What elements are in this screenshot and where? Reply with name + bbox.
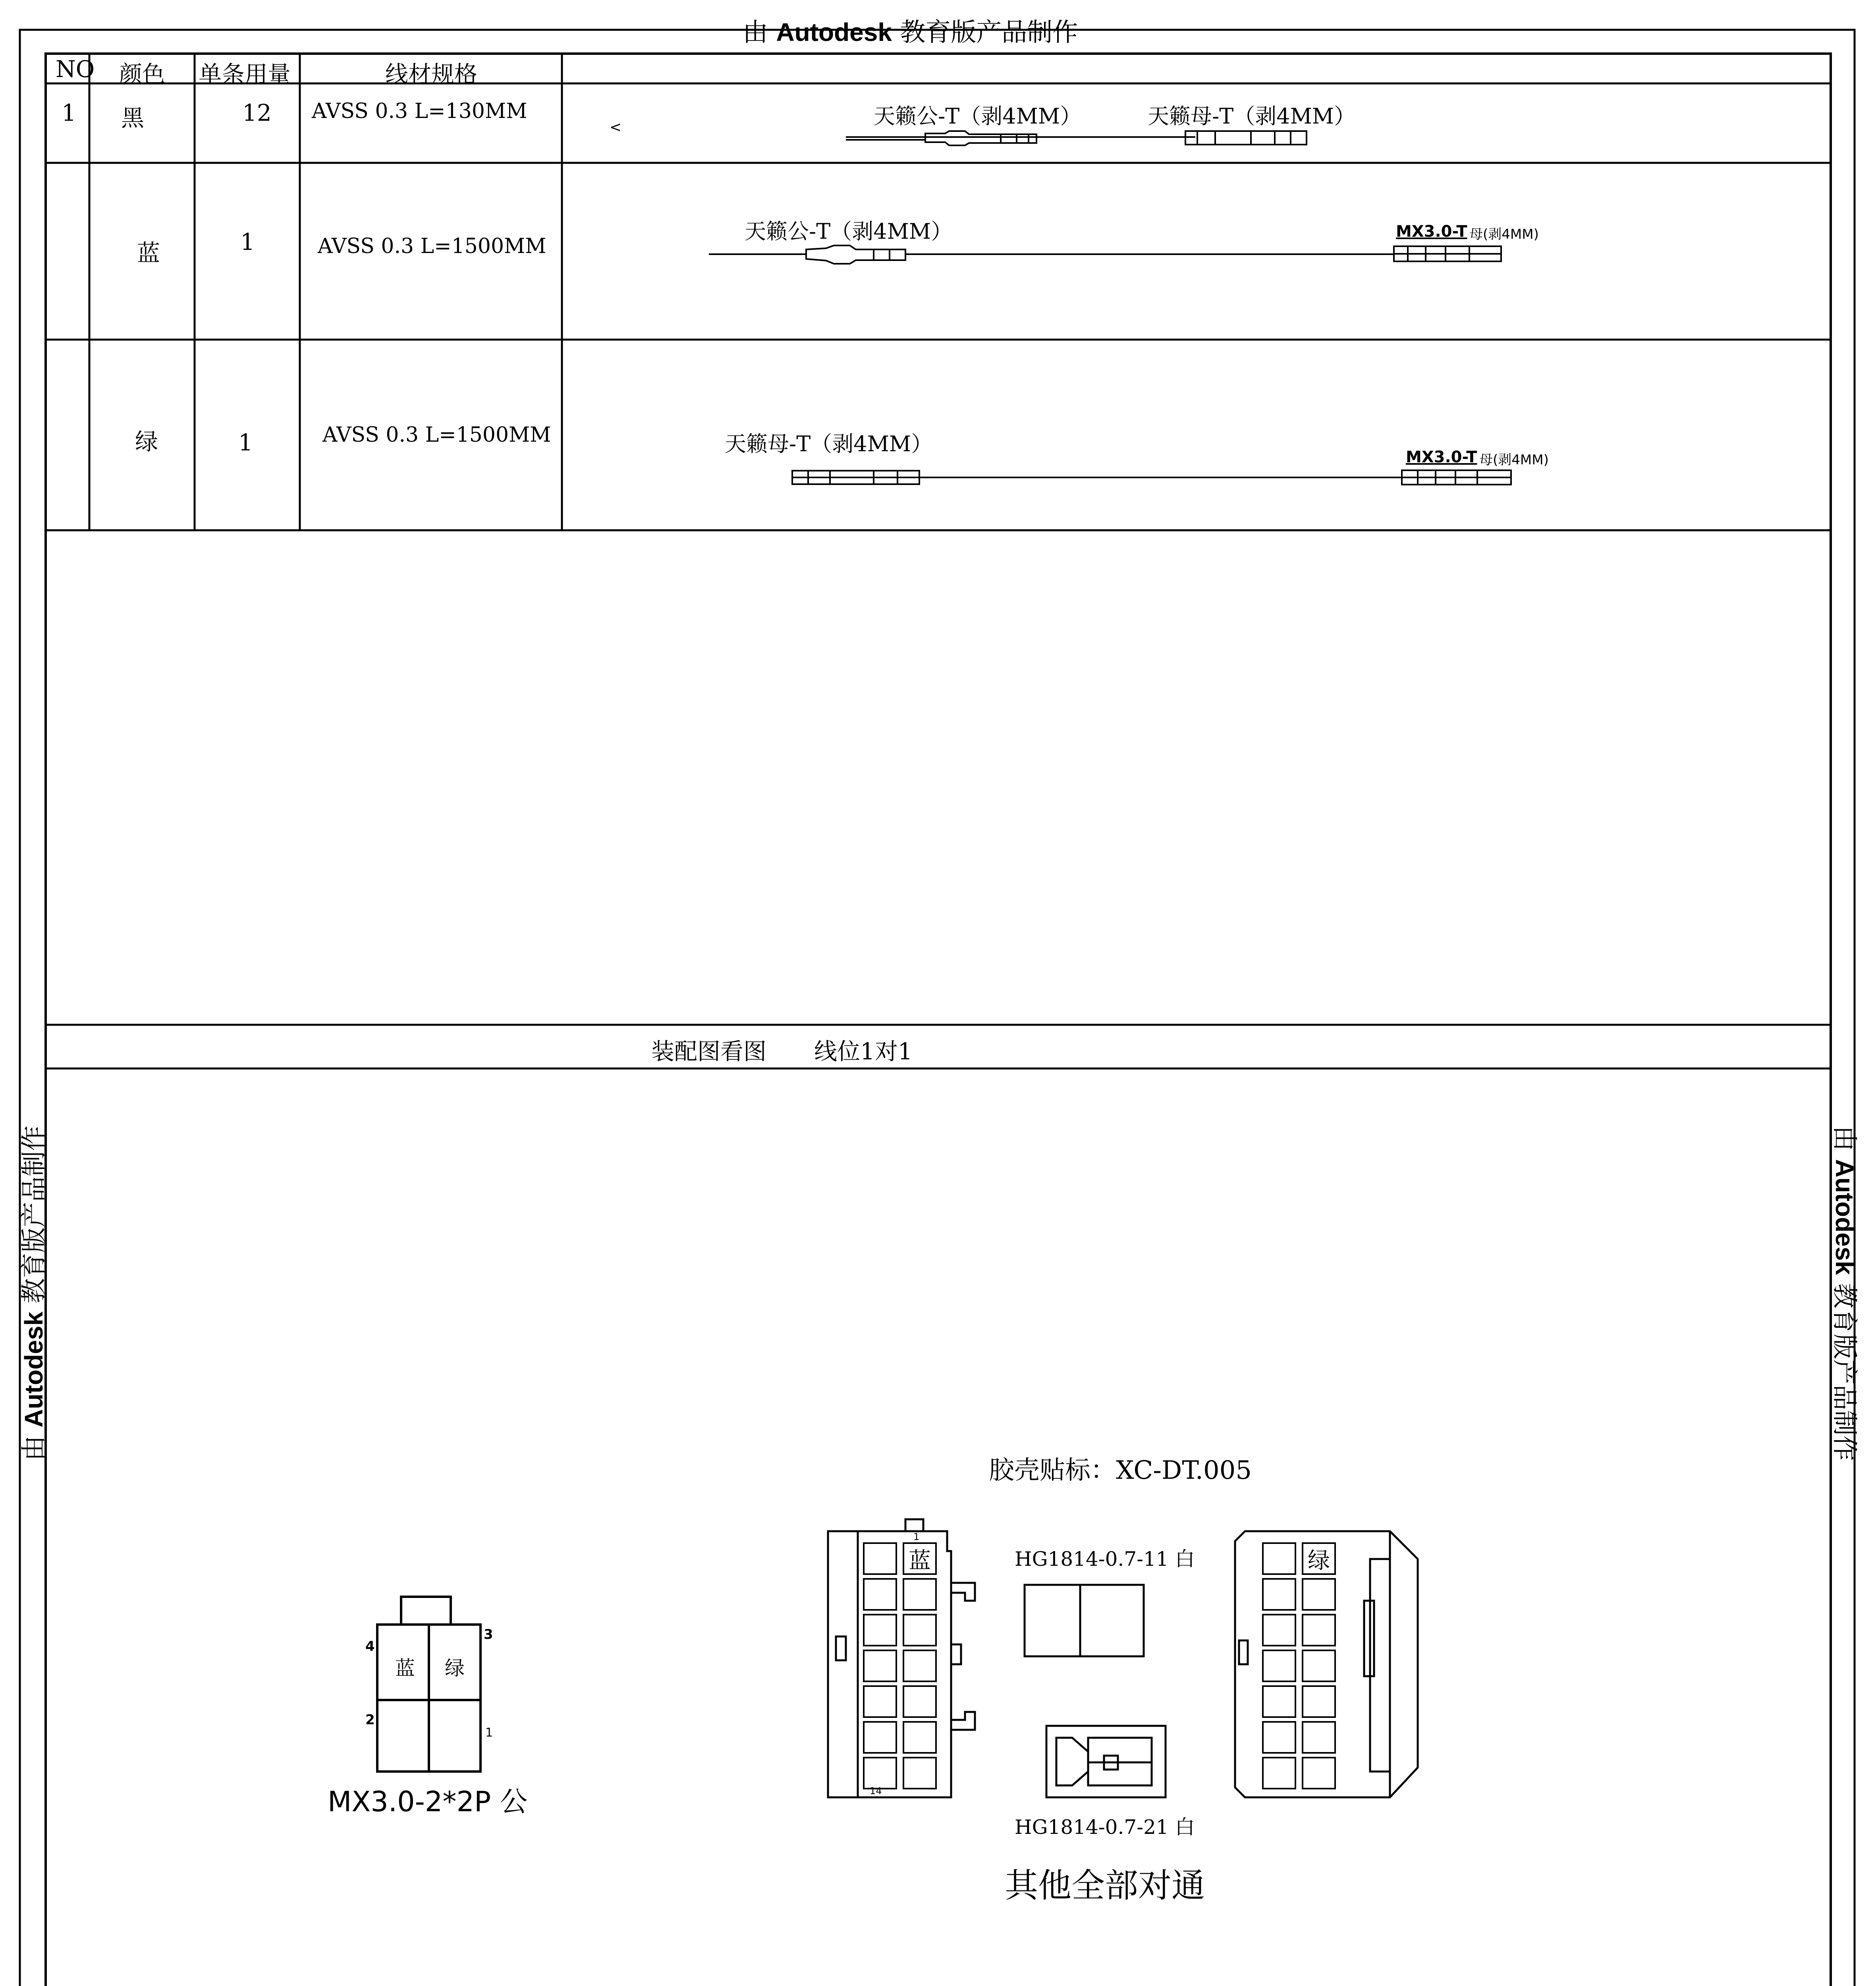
row1-color: 黑 [121,104,145,131]
assembly-header-lines [46,1025,1831,1068]
mx-pin-4: 4 [365,1638,375,1654]
row2-right-label-main: MX3.0-T [1396,222,1467,241]
row1-wire [846,131,1307,145]
mx-pin-1: 1 [485,1726,493,1740]
watermark-right-brand: Autodesk [1830,1159,1859,1275]
row3-qty: 1 [238,429,253,456]
left-housing-pin-top: 1 [913,1531,920,1542]
watermark-right-prefix: 由 [1830,1125,1859,1159]
row3-wire [792,470,1511,485]
mx-connector-name: MX3.0-2*2P 公 [328,1785,528,1818]
part-bottom-label: HG1814-0.7-21 白 [1015,1816,1195,1839]
left-housing [828,1519,975,1797]
mx-connector-outline [377,1597,481,1772]
shell-label: 胶壳贴标：XC-DT.005 [989,1456,1252,1485]
row1-right-label: 天籁母-T（剥4MM） [1148,104,1356,129]
row2-left-label: 天籁公-T（剥4MM） [745,219,953,244]
assembly-note: 其他全部对通 [1005,1866,1205,1905]
row3-spec: AVSS 0.3 L=1500MM [322,423,551,447]
row1-male-terminal [925,131,1036,145]
left-housing-cell-blue: 蓝 [909,1548,931,1574]
inner-frame [46,54,1831,1986]
watermark-left-prefix: 由 [19,1427,49,1461]
watermark-top [743,12,1078,48]
row1-left-label: 天籁公-T（剥4MM） [874,104,1082,129]
row1-spec: AVSS 0.3 L=130MM [312,99,527,123]
right-housing-cavities [1263,1543,1335,1789]
assembly-header-note: 线位1对1 [814,1038,913,1065]
part-top-label: HG1814-0.7-11 白 [1015,1547,1195,1571]
hg1814-11-part [1025,1585,1144,1656]
watermark-left-suffix: 教育版产品制作 [19,1125,49,1312]
header-qty: 单条用量 [199,61,291,88]
watermark-top-prefix: 由 [743,18,776,47]
header-color: 颜色 [119,61,166,88]
row3-right-label-sub: 母(剥4MM) [1479,452,1549,468]
mx-cell-blue: 蓝 [395,1657,415,1680]
watermark-left [14,1115,50,1472]
mx-pin-3: 3 [484,1627,493,1642]
outer-frame [20,30,1855,1986]
left-housing-cavities [864,1543,936,1789]
row2-spec: AVSS 0.3 L=1500MM [318,234,546,258]
row2-right-label-sub: 母(剥4MM) [1469,226,1539,242]
mx-pin-2: 2 [365,1712,375,1728]
row2-male-terminal [806,245,905,264]
row2-qty: 1 [240,228,255,255]
row1-female-terminal [1185,131,1307,145]
hg1814-21-part [1046,1726,1166,1797]
left-housing-pin-bottom: 14 [870,1785,882,1797]
row2-color: 蓝 [137,240,160,267]
watermark-right [1828,1115,1865,1472]
row3-left-label: 天籁母-T（剥4MM） [725,431,933,456]
header-no: NO [56,56,95,83]
row3-color: 绿 [135,428,158,455]
row2-wire [709,245,1501,264]
right-housing-cell-green: 绿 [1308,1548,1330,1574]
assembly-header-title: 装配图看图 [651,1038,767,1065]
watermark-left-brand: Autodesk [19,1312,48,1428]
header-spec: 线材规格 [385,61,478,88]
watermark-top-brand: Autodesk [776,18,892,46]
watermark-top-suffix: 教育版产品制作 [892,18,1078,47]
row3-right-label-main: MX3.0-T [1406,448,1477,466]
row1-mark: < [610,119,622,135]
mx-cell-green: 绿 [445,1657,465,1680]
watermark-right-suffix: 教育版产品制作 [1830,1275,1859,1461]
row1-no: 1 [62,99,76,126]
row1-qty: 12 [242,99,272,126]
